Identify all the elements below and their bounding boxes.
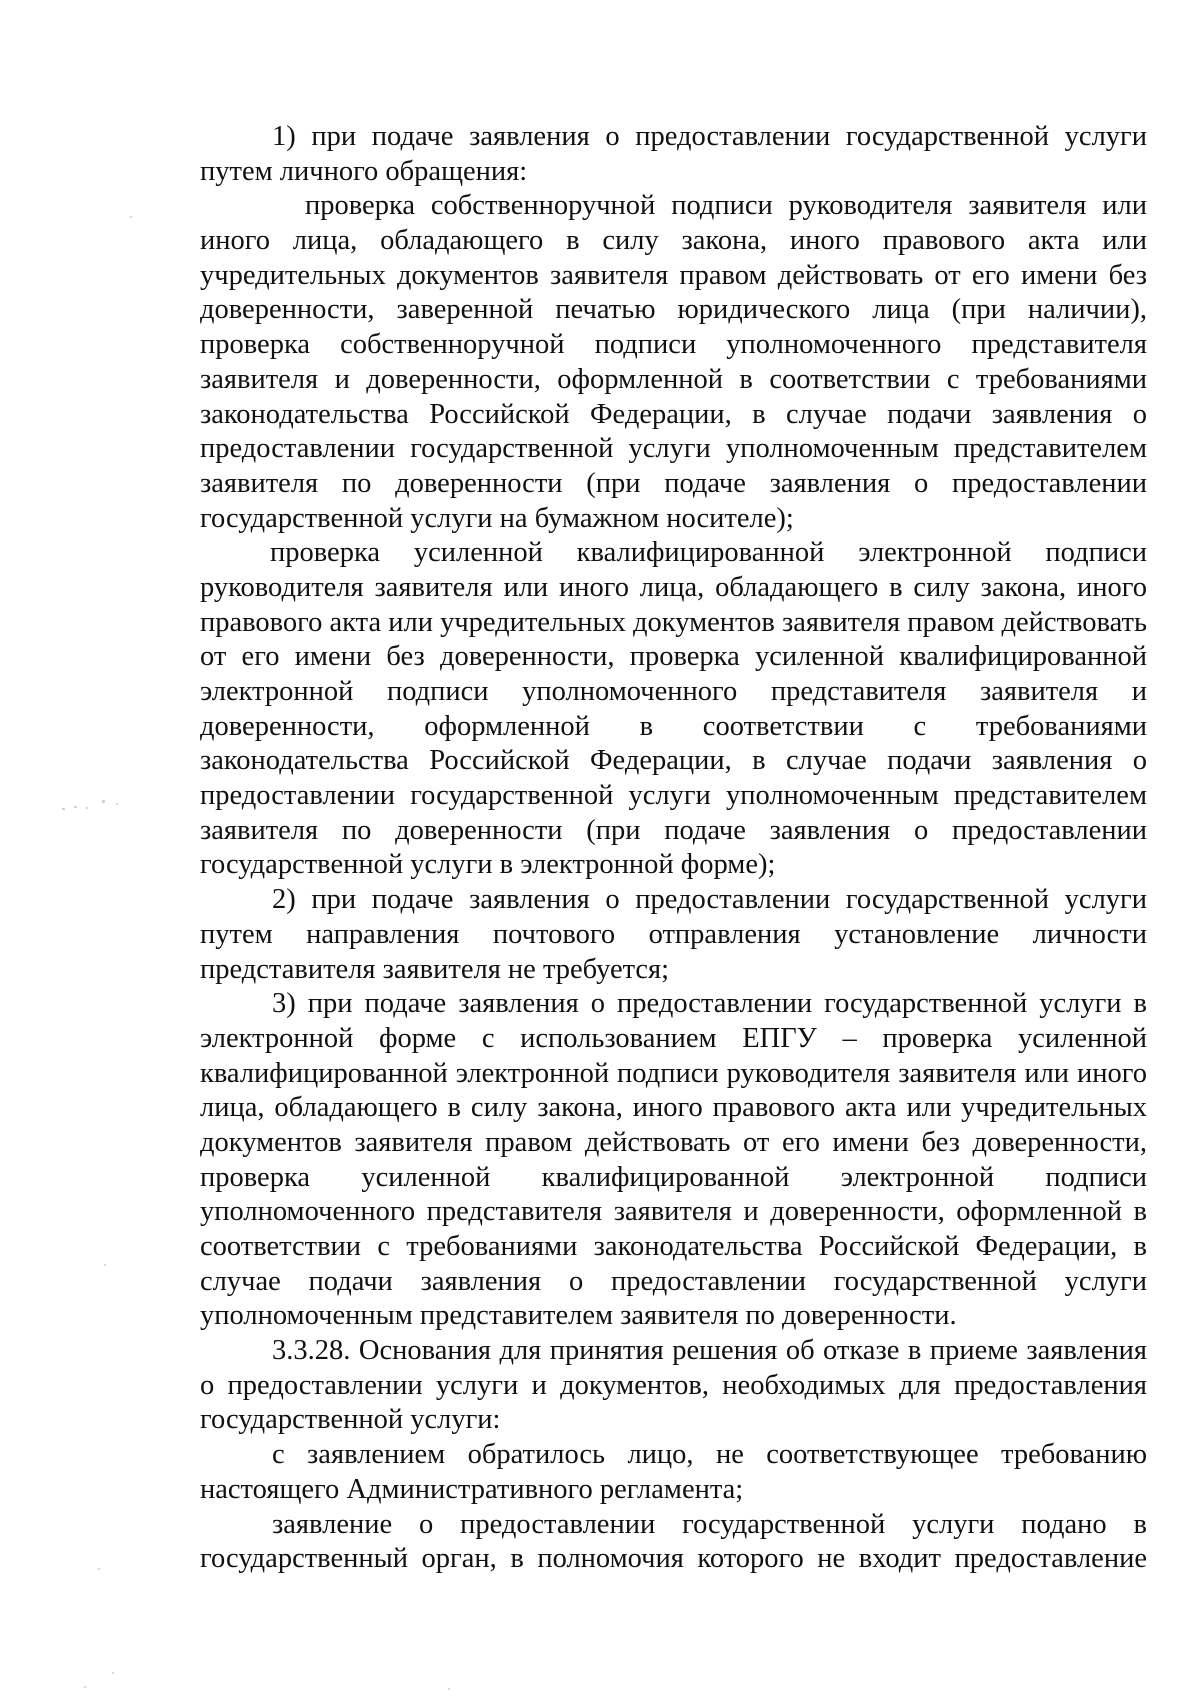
- text-line: правового акта или учредительных документов заявителя правом действовать: [200, 606, 1147, 638]
- text-line: настоящего Административного регламента;: [200, 1473, 744, 1505]
- text-line: электронной форме с использованием ЕПГУ – проверка усиленной: [200, 1022, 1147, 1054]
- text-line: случае подачи заявления о предоставлении государственной услуги: [200, 1265, 1147, 1297]
- text-line: соответствии с требованиями законодательства Российской Федерации, в: [200, 1231, 1147, 1262]
- text-line: заявителя по доверенности (при подаче заявления о предоставлении: [200, 814, 1147, 846]
- text-line: электронной подписи уполномоченного представителя заявителя и: [200, 676, 1147, 707]
- text-line: заявление о предоставлении государственной услуги подано в: [272, 1508, 1147, 1540]
- text-line: законодательства Российской Федерации, в случае подачи заявления о: [200, 398, 1147, 430]
- text-line: проверка усиленной квалифицированной электронной подписи: [200, 1161, 1147, 1193]
- text-line: уполномоченного представителя заявителя и доверенности, оформленной в: [200, 1196, 1147, 1228]
- text-line: 1) при подаче заявления о предоставлении государственной услуги: [272, 121, 1147, 152]
- text-line: проверка усиленной квалифицированной электронной подписи: [270, 537, 1147, 569]
- text-line: о предоставлении услуги и документов, необходимых для предоставления: [200, 1369, 1147, 1401]
- text-line: государственной услуги на бумажном носителе);: [200, 502, 794, 534]
- text-line: учредительных документов заявителя правом действовать от его имени без: [200, 259, 1147, 291]
- text-line: государственной услуги:: [200, 1404, 501, 1436]
- text-line: законодательства Российской Федерации, в случае подачи заявления о: [200, 745, 1147, 777]
- text-line: уполномоченным представителем заявителя по доверенности.: [200, 1300, 957, 1332]
- text-line: предоставлении государственной услуги уполномоченным представителем: [200, 780, 1147, 812]
- text-line: путем направления почтового отправления установление личности: [200, 918, 1147, 950]
- text-line: представителя заявителя не требуется;: [200, 953, 670, 985]
- text-line: 3.3.28. Основания для принятия решения об отказе в приеме заявления: [272, 1335, 1147, 1367]
- text-line: квалифицированной электронной подписи руководителя заявителя или иного: [200, 1057, 1147, 1089]
- text-line: документов заявителя правом действовать от его имени без доверенности,: [200, 1126, 1147, 1158]
- text-line: путем личного обращения:: [200, 155, 528, 187]
- text-line: проверка собственноручной подписи уполномоченного представителя: [200, 329, 1147, 361]
- text-line: от его имени без доверенности, проверка усиленной квалифицированной: [200, 641, 1147, 673]
- text-line: заявителя и доверенности, оформленной в соответствии с требованиями: [200, 363, 1147, 395]
- text-line: проверка собственноручной подписи руководителя заявителя или: [305, 190, 1147, 222]
- text-line: государственный орган, в полномочия которого не входит предоставление: [200, 1543, 1147, 1575]
- text-line: 3) при подаче заявления о предоставлении государственной услуги в: [272, 988, 1147, 1020]
- text-line: заявителя по доверенности (при подаче заявления о предоставлении: [200, 467, 1147, 499]
- text-line: доверенности, оформленной в соответствии с требованиями: [200, 710, 1147, 742]
- document-body: [200, 120, 1147, 1577]
- text-line: государственной услуги в электронной форме);: [200, 849, 776, 881]
- text-line: предоставлении государственной услуги уполномоченным представителем: [200, 433, 1147, 465]
- text-line: доверенности, заверенной печатью юридического лица (при наличии),: [200, 294, 1147, 326]
- text-line: руководителя заявителя или иного лица, обладающего в силу закона, иного: [200, 571, 1147, 603]
- text-line: иного лица, обладающего в силу закона, иного правового акта или: [200, 225, 1147, 257]
- text-line: лица, обладающего в силу закона, иного правового акта или учредительных: [200, 1092, 1147, 1124]
- text-line: с заявлением обратилось лицо, не соответствующее требованию: [272, 1439, 1147, 1471]
- text-line: 2) при подаче заявления о предоставлении государственной услуги: [272, 884, 1147, 916]
